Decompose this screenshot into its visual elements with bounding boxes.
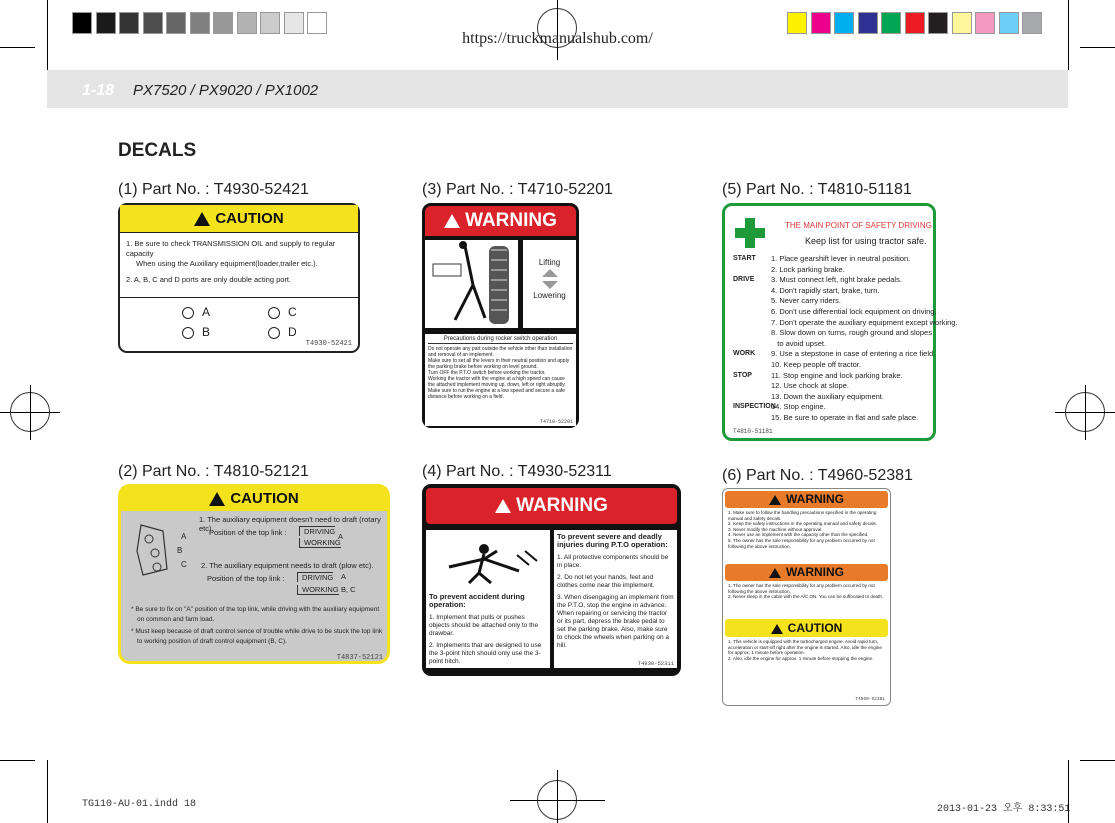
decal5-row: 12. Use chock at slope. — [771, 381, 849, 391]
decal6-code: T4960-52381 — [855, 697, 885, 702]
section-title: DECALS — [118, 140, 197, 161]
decal3-text: Precautions during rocker switch operation Do not operate any part outside the vehicle other than installation and removal of an implement. Make sure to set all the levers in their neutral position and apply the parking brake before working on level ground. Turn OFF the P.T.O switch before working the tractor. Working the tractor with the engine at a high speed can cause the attached implement moving up, down, left or right abruptly. Make sure to run the engine at a low speed and secure a safe distance before working on a field. T4710-52201 — [425, 334, 576, 426]
decal6-item: 1. Make sure to follow the handling precautions specified in the operating manual and safety decals. — [728, 510, 877, 521]
decal2-note: * Must keep because of draft control sence of trouble while drive to be stuck the top link — [131, 628, 383, 635]
decal4-label: (4) Part No. : T4930-52311 — [422, 463, 612, 480]
decal5-row: DRIVE 3. Must connect left, right brake pedals. — [733, 275, 902, 285]
decal3 — [422, 203, 579, 428]
warning-triangle-icon — [771, 624, 783, 634]
decal5-row: STOP 11. Stop engine and lock parking brake. — [733, 370, 903, 380]
decal6-item: 1. This vehicle is equipped with the turbocharged engine. Avoid rapid turn, acceleration or start-off right after the engine is started. Also, idle the engine for approx. 1 minute before operation. — [728, 639, 882, 656]
top-link-diagram-icon — [133, 521, 173, 579]
decal5-row: WORK 9. Use a stepstone in case of entering a rice field. — [733, 349, 936, 359]
decal4 — [422, 484, 681, 676]
decal2-line2: 2. The auxiliary equipment needs to draft (plow etc). — [201, 561, 374, 570]
footer-file: TG110-AU-01.indd 18 — [82, 799, 197, 810]
decal6-item: 2. Keep the safety instructions in the operating manual and safety decals. — [728, 521, 878, 527]
decal5-row: 8. Slow down on turns, rough ground and slopes — [771, 328, 932, 338]
page-number: 1-18 — [82, 82, 115, 99]
decal1-text — [120, 233, 358, 298]
up-arrow-icon — [542, 269, 558, 277]
port-circle-icon — [182, 327, 194, 339]
warning-triangle-icon — [495, 499, 511, 513]
decal2-header: CAUTION — [121, 487, 387, 511]
decal1-item: 2. A, B, C and D ports are only double acting port. — [126, 275, 292, 284]
decal6-item: 1. The owner has the sole responsibility for any problem occurred by not following the above instruction. — [728, 583, 875, 594]
crop-mark — [47, 760, 48, 823]
tractor-implement-pictogram-icon — [425, 240, 518, 328]
decal1 — [118, 203, 360, 353]
decal2-code: T4837-52121 — [336, 654, 383, 662]
warning-triangle-icon — [194, 212, 210, 226]
warning-triangle-icon — [769, 568, 781, 578]
footer-timestamp: 2013-01-23 오후 8:33:51 — [937, 804, 1071, 815]
decal3-code: T4710-52201 — [539, 419, 573, 425]
warning-triangle-icon — [769, 495, 781, 505]
model-name: PX7520 / PX9020 / PX1002 — [133, 82, 319, 99]
decal2-label: (2) Part No. : T4810-52121 — [118, 463, 309, 480]
decal1-header: CAUTION — [120, 205, 358, 233]
down-arrow-icon — [542, 281, 558, 289]
source-url[interactable]: https://truckmanualshub.com/ — [462, 30, 653, 47]
decal1-item: 1. Be sure to check TRANSMISSION OIL and supply to regular capacity — [126, 239, 336, 258]
decal5-list — [733, 254, 958, 424]
warning-triangle-icon — [209, 492, 225, 506]
entanglement-pictogram-icon — [429, 537, 547, 589]
diagram-label-a: A — [181, 532, 187, 541]
crop-mark — [1080, 760, 1115, 761]
decal6-item: 4. Never use an implement with the capacity other than the specified. — [728, 532, 869, 538]
decal5-label: (5) Part No. : T4810-51181 — [722, 181, 912, 198]
registration-line — [510, 800, 605, 801]
decal6-header2: WARNING — [725, 564, 888, 581]
decal5-row: 15. Be sure to operate in flat and safe place. — [771, 412, 919, 422]
registration-line — [1085, 385, 1086, 440]
decal6-item: 2. Never sleep in the cabin with the A/C ON. You can be suffocated to death. — [728, 594, 884, 600]
decal6-item: 3. Never modify the machine without approval. — [728, 526, 823, 532]
decal6 — [722, 488, 891, 706]
decal5-code: T4810-51181 — [733, 428, 773, 435]
decal6-header3: CAUTION — [725, 619, 888, 637]
decal5-row: 7. Don't operate the auxiliary equipment except working. — [771, 317, 958, 327]
decal5-title: THE MAIN POINT OF SAFETY DRIVING — [785, 221, 932, 230]
green-cross-icon — [735, 218, 765, 248]
decal4-code: T4930-52311 — [637, 660, 674, 667]
port-circle-icon — [182, 307, 194, 319]
decal5-row: START 1. Place gearshift lever in neutral position. — [733, 254, 911, 263]
decal3-label: (3) Part No. : T4710-52201 — [422, 181, 613, 198]
decal6-item: 5. The owner has the sole responsibility for any problem occurred by not following the above instruction. — [728, 537, 875, 549]
decal1-ports: A C B D — [120, 298, 358, 348]
decal2-body: A B C 1. The auxiliary equipment doesn't need to draft (rotary etc). Position of the top link : DRIVING WORKING A 2. The auxiliary equipment needs to draft (plow etc). Position of the top link : DRIVING WORKING A B, C * Be sure to fix on "A" position of the top link, while driving with the auxiliary equipment on common and farm load. * Must keep because of draft control sence of trouble while drive to be stuck the top link to working position of draft control equipment (B, C). T4837-52121 — [121, 511, 387, 661]
decal2-note: * Be sure to fix on "A" position of the top link, while driving with the auxiliary equipment — [131, 606, 380, 613]
decal6-item: 2. Also, idle the engine for approx. 1 minute before stopping the engine. — [728, 655, 874, 661]
diagram-label-b: B — [177, 546, 183, 555]
port-circle-icon — [268, 307, 280, 319]
decal5-row: 13. Down the auxiliary equipment. — [771, 391, 884, 401]
decal1-item: When using the Auxiliary equipment(loader,trailer etc.). — [136, 259, 318, 268]
decal6-header1: WARNING — [725, 491, 888, 508]
decal5-row: 6. Don't use differential lock equipment on driving. — [771, 306, 937, 316]
decal5 — [722, 203, 958, 441]
warning-triangle-icon — [444, 214, 460, 228]
crop-mark — [0, 760, 35, 761]
registration-line — [30, 385, 31, 440]
decal4-header: WARNING — [426, 488, 677, 524]
decal5-row: 10. Keep people off tractor. — [771, 359, 861, 369]
decal5-row: to avoid upset. — [771, 338, 827, 348]
decal4-body — [426, 530, 677, 668]
decal5-row: INSPECTION 14. Stop engine. — [733, 402, 826, 412]
decal1-code: T4930-52421 — [305, 340, 352, 348]
decal6-block3 — [725, 637, 888, 691]
decal6-label: (6) Part No. : T4960-52381 — [722, 467, 913, 484]
decal5-subtitle: Keep list for using tractor safe. — [805, 236, 927, 246]
decal3-header: WARNING — [425, 206, 576, 236]
diagram-label-c: C — [181, 560, 187, 569]
decal1-label: (1) Part No. : T4930-52421 — [118, 181, 309, 198]
decal2 — [118, 484, 390, 664]
decal2-line1: 1. The auxiliary equipment doesn't need to draft (rotary etc). — [199, 515, 381, 533]
decal4-left: To prevent accident during operation: 1. Implement that pulls or pushes objects should be attached only to the drawbar. 2. Implements that are designed to use the 3-point hitch should only use the 3-point hitch. — [426, 530, 550, 668]
decal4-right: To prevent severe and deadly injuries during P.T.O operation: 1. All protective components should be in place. 2. Do not let your hands, feet and clothes come near the implement. 3. When disengaging an implement from the P.T.O, stop the engine in advance. When repairing or servicing the tractor or its part, depress the brake pedal to set the parking brake. Also, make sure to chock the wheels when parking on a hill. T4930-52311 — [554, 530, 677, 668]
decal5-row: 4. Don't rapidly start, brake, turn. — [771, 285, 880, 295]
decal6-block2 — [725, 581, 888, 619]
registration-line — [557, 770, 558, 823]
port-circle-icon — [268, 327, 280, 339]
decal3-pictogram: Lifting Lowering — [425, 240, 576, 330]
decal6-block1 — [725, 508, 888, 564]
decal5-row: 2. Lock parking brake. — [771, 264, 845, 274]
decal5-row: 5. Never carry riders. — [771, 296, 842, 306]
